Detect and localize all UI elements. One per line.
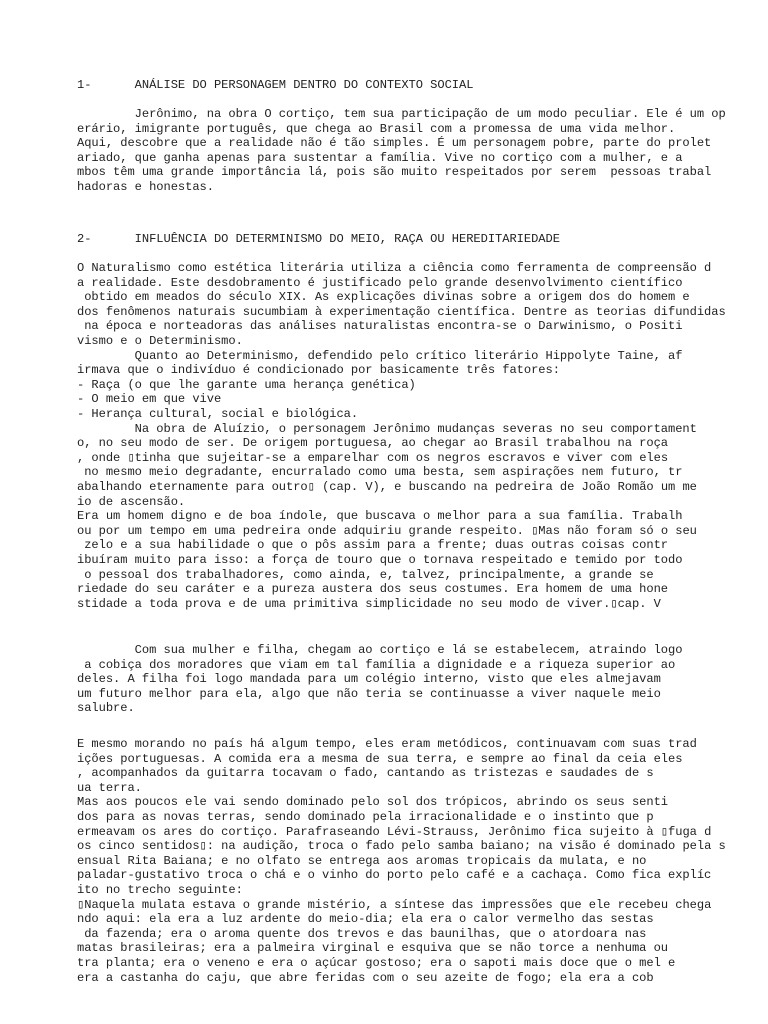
text-line: , onde ▯tinha que sujeitar-se a emparelhar com os negros escravos e viver com eles (77, 450, 669, 465)
text-line: erário, imigrante português, que chega ao Brasil com a promessa de uma vida melhor. (77, 121, 676, 136)
text-line: abalhando eternamente para outro▯ (cap. V), e buscando na pedreira de João Romão um me (77, 480, 697, 494)
text-line: zelo e a sua habilidade o que o pôs assim para a frente; duas outras coisas contr (77, 538, 669, 553)
text-line: salubre. (77, 701, 135, 716)
text-line: stidade a toda prova e de uma primitiva simplicidade no seu modo de viver.▯cap. V (77, 596, 661, 611)
text-line: no mesmo meio degradante, encurralado como uma besta, sem aspirações nem futuro, tr (77, 465, 683, 480)
text-line: Com sua mulher e filha, chegam ao cortiço e lá se estabelecem, atraindo logo (77, 643, 683, 657)
text-line: o, no seu modo de ser. De origem portuguesa, ao chegar ao Brasil trabalhou na roça (77, 436, 669, 451)
text-line: na época e norteadoras das análises naturalistas encontra-se o Darwinismo, o Positi (77, 319, 683, 334)
text-line: da fazenda; era o aroma quente dos trevos e das baunilhas, que o atordoara nas (77, 926, 647, 941)
text-line: Quanto ao Determinismo, defendido pelo crítico literário Hippolyte Taine, af (77, 348, 683, 363)
section-1-heading: 1- ANÁLISE DO PERSONAGEM DENTRO DO CONTEXTO SOCIAL (77, 78, 474, 92)
text-line: Jerônimo, na obra O cortiço, tem sua participação de um modo peculiar. Ele é um op (77, 107, 726, 121)
text-line: E mesmo morando no país há algum tempo, eles eram metódicos, continuavam com suas trad (77, 737, 697, 751)
text-line: - O meio em que vive (77, 392, 222, 407)
text-line: ições portuguesas. A comida era a mesma de sua terra, e sempre ao final da ceia eles (77, 751, 683, 766)
text-line: hadoras e honestas. (77, 180, 214, 194)
text-line: deles. A filha foi logo mandada para um colégio interno, visto que eles almejavam (77, 672, 661, 687)
text-line: vismo e o Determinismo. (77, 334, 243, 348)
text-line: - Raça (o que lhe garante uma herança genética) (77, 377, 416, 392)
text-line: ito no trecho seguinte: (77, 883, 243, 897)
text-line: a realidade. Este desdobramento é justificado pelo grande desenvolvimento científico (77, 275, 683, 290)
text-line: matas brasileiras; era a palmeira virginal e esquiva que se não torce a nenhuma ou (77, 941, 669, 956)
text-line: Aqui, descobre que a realidade não é tão simples. É um personagem pobre, parte do prolet (77, 136, 712, 151)
text-line: ▯Naquela mulata estava o grande mistério, a síntese das impressões que ele recebeu chega (77, 897, 712, 912)
text-line: mbos têm uma grande importância lá, pois são muito respeitados por serem pessoas trabal (77, 165, 712, 180)
text-line: ibuíram muito para isso: a força de touro que o tornava respeitado e temido por todo (77, 553, 683, 567)
text-line: o pessoal dos trabalhadores, como ainda, e, talvez, principalmente, a grande se (77, 567, 654, 582)
text-line: O Naturalismo como estética literária utiliza a ciência como ferramenta de compreensão d (77, 261, 712, 275)
text-line: obtido em meados do século XIX. As explicações divinas sobre a origem dos do homem e (77, 290, 690, 305)
text-line: dos fenômenos naturais sucumbiam à experimentação científica. Dentre as teorias difundidas (77, 304, 726, 319)
text-line: , acompanhados da guitarra tocavam o fado, cantando as tristezas e saudades de s (77, 766, 654, 781)
text-line: - Herança cultural, social e biológica. (77, 407, 359, 421)
text-line: tra planta; era o veneno e era o açúcar gostoso; era o sapoti mais doce que o mel e (77, 956, 676, 970)
text-line: era a castanha do caju, que abre feridas com o seu azeite de fogo; ela era a cob (77, 970, 654, 985)
text-line: paladar-gustativo troca o chá e o vinho do porto pelo café e a cachaça. Como fica explíc (77, 868, 712, 883)
text-line: os cinco sentidos▯: na audição, troca o fado pelo samba baiano; na visão é dominado pela s (77, 839, 726, 854)
text-line: Na obra de Aluízio, o personagem Jerônimo mudanças severas no seu comportament (77, 421, 697, 436)
text-line: Mas aos poucos ele vai sendo dominado pelo sol dos trópicos, abrindo os seus senti (77, 795, 669, 810)
text-line: a cobiça dos moradores que viam em tal família a dignidade e a riqueza superior ao (77, 657, 676, 672)
text-line: ua terra. (77, 780, 142, 795)
text-line: ndo aqui: ela era a luz ardente do meio-dia; ela era o calor vermelho das sestas (77, 912, 654, 927)
text-line: riedade do seu caráter e a pureza austera dos seus costumes. Era homem de uma hone (77, 582, 669, 597)
text-line: Era um homem digno e de boa índole, que buscava o melhor para a sua família. Trabalh (77, 509, 683, 524)
section-2-heading: 2- INFLUÊNCIA DO DETERMINISMO DO MEIO, RAÇA OU HEREDITARIEDADE (77, 232, 560, 246)
text-line: ermeavam os ares do cortiço. Parafraseando Lévi-Strauss, Jerônimo fica sujeito à ▯fuga d (77, 824, 712, 839)
text-line: ou por um tempo em uma pedreira onde adquiriu grande respeito. ▯Mas não foram só o seu (77, 523, 697, 538)
text-line: dos para as novas terras, sendo dominado pela irracionalidade e o instinto que p (77, 810, 654, 824)
text-line: ariado, que ganha apenas para sustentar a família. Vive no cortiço com a mulher, e a (77, 150, 683, 165)
text-line: um futuro melhor para ela, algo que não teria se continuasse a viver naquele meio (77, 686, 661, 701)
text-line: irmava que o indivíduo é condicionado por basicamente três fatores: (77, 363, 560, 378)
text-line: io de ascensão. (77, 494, 186, 509)
text-line: ensual Rita Baiana; e no olfato se entrega aos aromas tropicais da mulata, e no (77, 853, 647, 868)
